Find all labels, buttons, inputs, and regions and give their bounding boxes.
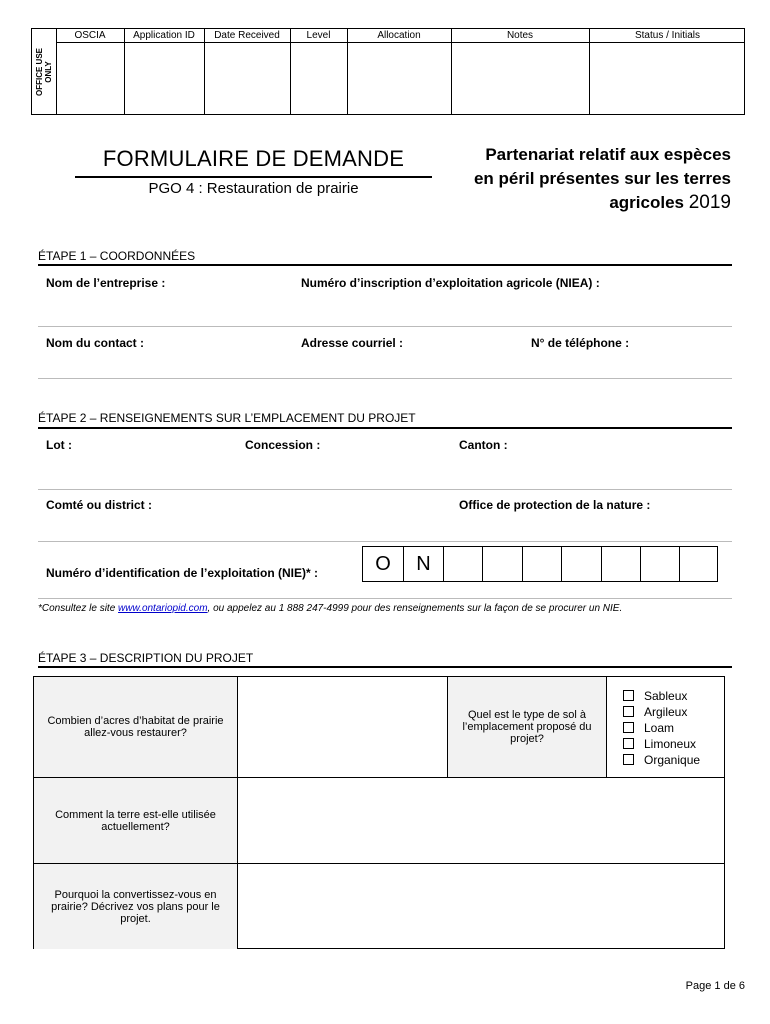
office-header-application-id: Application ID: [133, 30, 195, 41]
office-header-status: Status / Initials: [634, 30, 701, 41]
township-label: Canton :: [459, 438, 508, 452]
project-description-table: [33, 676, 725, 949]
acres-answer-field[interactable]: [238, 677, 447, 777]
office-header-allocation: Allocation: [377, 30, 421, 41]
fbrn-label: Numéro d’inscription d’exploitation agricole (NIEA) :: [301, 276, 600, 290]
contact-name-label: Nom du contact :: [46, 336, 144, 350]
step1-rule: [38, 264, 732, 266]
nie-digit-box[interactable]: [522, 547, 561, 581]
nie-footnote: *Consultez le site www.ontariopid.com, ou appelez au 1 888 247-4999 pour des renseignements sur la façon de se procurer un NIE.: [38, 603, 623, 614]
office-use-label: OFFICE USE ONLY: [35, 48, 53, 97]
concession-label: Concession :: [245, 438, 321, 452]
partnership-title: Partenariat relatif aux espèces en péril présentes sur les terres agricoles 2019: [473, 145, 731, 213]
step2-rule: [38, 427, 732, 429]
office-header-notes: Notes: [506, 30, 534, 41]
nie-label: Numéro d’identification de l’exploitation (NIE)* :: [46, 566, 319, 580]
field-line[interactable]: [38, 326, 732, 327]
nie-digit-box[interactable]: [601, 547, 640, 581]
county-label: Comté ou district :: [46, 498, 153, 512]
checkbox-icon[interactable]: [623, 738, 634, 749]
phone-label: N° de téléphone :: [531, 336, 630, 350]
lot-label: Lot :: [46, 438, 72, 452]
office-use-table: [31, 28, 745, 115]
title-underline: [75, 176, 432, 178]
checkbox-icon[interactable]: [623, 690, 634, 701]
soil-option-argileux[interactable]: Argileux: [623, 705, 687, 719]
field-line[interactable]: [38, 378, 732, 379]
soil-option-sableux[interactable]: Sableux: [623, 689, 687, 703]
step3-rule: [38, 666, 732, 668]
step1-heading: ÉTAPE 1 – COORDONNÉES: [38, 249, 196, 263]
office-header-date-received: Date Received: [214, 30, 280, 41]
nie-digit-box[interactable]: [561, 547, 601, 581]
office-header-level: Level: [306, 30, 331, 41]
email-label: Adresse courriel :: [301, 336, 404, 350]
land-use-question: Comment la terre est-elle utilisée actuellement?: [34, 778, 237, 863]
soil-option-loam[interactable]: Loam: [623, 721, 674, 735]
soil-question: Quel est le type de sol à l’emplacement proposé du projet?: [448, 677, 606, 777]
nie-digit-box[interactable]: [679, 547, 717, 581]
nie-digit-box[interactable]: [640, 547, 679, 581]
nie-input-boxes[interactable]: [362, 546, 718, 582]
field-line[interactable]: [38, 541, 732, 542]
office-header-oscia: OSCIA: [74, 30, 106, 41]
field-line: [38, 598, 732, 599]
form-title: FORMULAIRE DE DEMANDE: [102, 146, 405, 171]
soil-option-organique[interactable]: Organique: [623, 753, 700, 767]
land-use-answer-field[interactable]: [238, 778, 725, 863]
conservation-authority-label: Office de protection de la nature :: [459, 498, 651, 512]
nie-prefix-n: N: [403, 547, 443, 581]
business-name-label: Nom de l’entreprise :: [46, 276, 166, 290]
checkbox-icon[interactable]: [623, 722, 634, 733]
checkbox-icon[interactable]: [623, 754, 634, 765]
step2-heading: ÉTAPE 2 – RENSEIGNEMENTS SUR L’EMPLACEMENT DU PROJET: [38, 411, 416, 425]
acres-question: Combien d’acres d’habitat de prairie allez-vous restaurer?: [34, 677, 237, 777]
checkbox-icon[interactable]: [623, 706, 634, 717]
form-subtitle: PGO 4 : Restauration de prairie: [148, 180, 359, 197]
program-year: 2019: [688, 192, 731, 213]
conversion-question: Pourquoi la convertissez-vous en prairie? Décrivez vos plans pour le projet.: [34, 864, 237, 949]
field-line[interactable]: [38, 489, 732, 490]
page-number: Page 1 de 6: [685, 980, 745, 992]
nie-prefix-o: O: [375, 553, 391, 575]
ontariopid-link[interactable]: www.ontariopid.com: [118, 603, 208, 614]
step3-heading: ÉTAPE 3 – DESCRIPTION DU PROJET: [38, 651, 254, 665]
nie-digit-box[interactable]: [443, 547, 482, 581]
soil-option-limoneux[interactable]: Limoneux: [623, 737, 696, 751]
nie-digit-box[interactable]: [482, 547, 522, 581]
conversion-answer-field[interactable]: [238, 864, 725, 949]
